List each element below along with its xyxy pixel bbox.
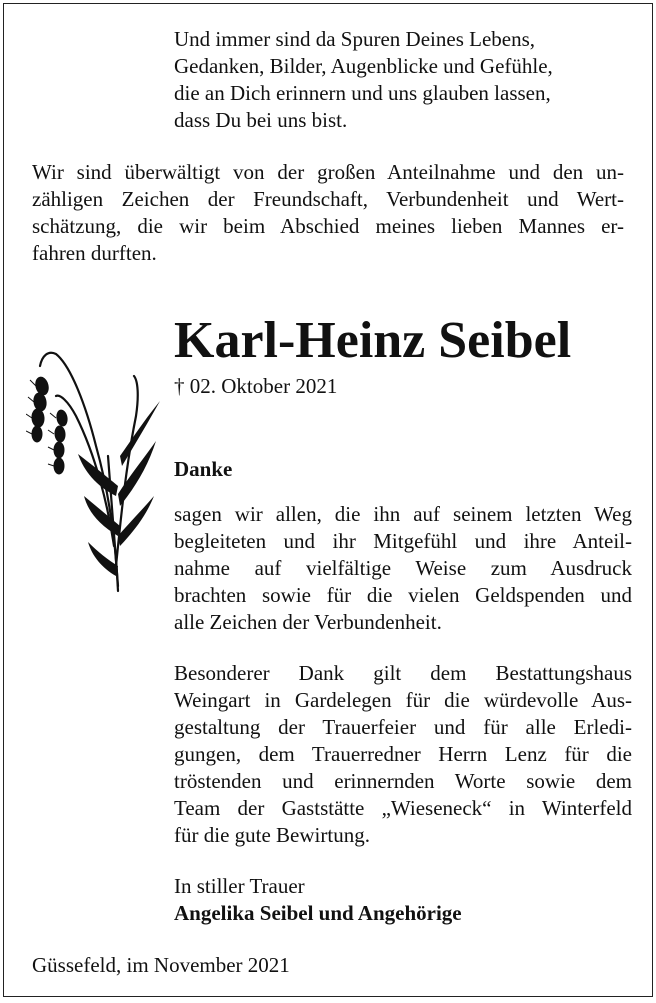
intro-line: Wir sind überwältigt von der großen Anteilnahme und den un- bbox=[32, 160, 624, 184]
thanks-paragraph bbox=[174, 501, 632, 636]
paragraph-line: Besonderer Dank gilt dem Bestattungshaus bbox=[174, 661, 632, 685]
paragraph-line: alle Zeichen der Verbundenheit. bbox=[174, 610, 442, 634]
special-thanks-paragraph bbox=[174, 660, 632, 849]
deceased-name: Karl-Heinz Seibel bbox=[174, 312, 572, 369]
paragraph-line: gestaltung der Trauerfeier und für alle Erledi- bbox=[174, 715, 632, 739]
signature-names: Angelika Seibel und Angehörige bbox=[174, 901, 462, 925]
poem-line: Gedanken, Bilder, Augenblicke und Gefühle, bbox=[174, 54, 553, 78]
obituary-notice bbox=[3, 3, 653, 997]
poem-line: dass Du bei uns bist. bbox=[174, 108, 348, 132]
paragraph-line: brachten sowie für die vielen Geldspenden und bbox=[174, 583, 632, 607]
paragraph-line: Team der Gaststätte „Wieseneck“ in Winterfeld bbox=[174, 796, 632, 820]
mourning-phrase: In stiller Trauer bbox=[174, 874, 305, 898]
poem-line: Und immer sind da Spuren Deines Lebens, bbox=[174, 27, 536, 51]
paragraph-line: für die gute Bewirtung. bbox=[174, 823, 370, 847]
paragraph-line: Weingart in Gardelegen für die würdevolle Aus- bbox=[174, 688, 632, 712]
wheat-ear-icon bbox=[26, 346, 166, 596]
place-date: Güssefeld, im November 2021 bbox=[32, 953, 290, 977]
poem-line: die an Dich erinnern und uns glauben lassen, bbox=[174, 81, 551, 105]
paragraph-line: begleiteten und ihr Mitgefühl und ihre Anteil- bbox=[174, 529, 632, 553]
paragraph-line: sagen wir allen, die ihn auf seinem letzten Weg bbox=[174, 502, 632, 526]
paragraph-line: nahme auf vielfältige Weise zum Ausdruck bbox=[174, 556, 632, 580]
intro-paragraph bbox=[32, 159, 624, 267]
intro-line: schätzung, die wir beim Abschied meines lieben Mannes er- bbox=[32, 214, 624, 238]
thanks-heading: Danke bbox=[174, 457, 233, 481]
paragraph-line: gungen, dem Trauerredner Herrn Lenz für die bbox=[174, 742, 632, 766]
death-date: † 02. Oktober 2021 bbox=[174, 374, 338, 398]
paragraph-line: tröstenden und erinnernden Worte sowie dem bbox=[174, 769, 632, 793]
intro-line: zähligen Zeichen der Freundschaft, Verbundenheit und Wert- bbox=[32, 187, 624, 211]
intro-line: fahren durften. bbox=[32, 241, 157, 265]
poem bbox=[174, 26, 614, 134]
